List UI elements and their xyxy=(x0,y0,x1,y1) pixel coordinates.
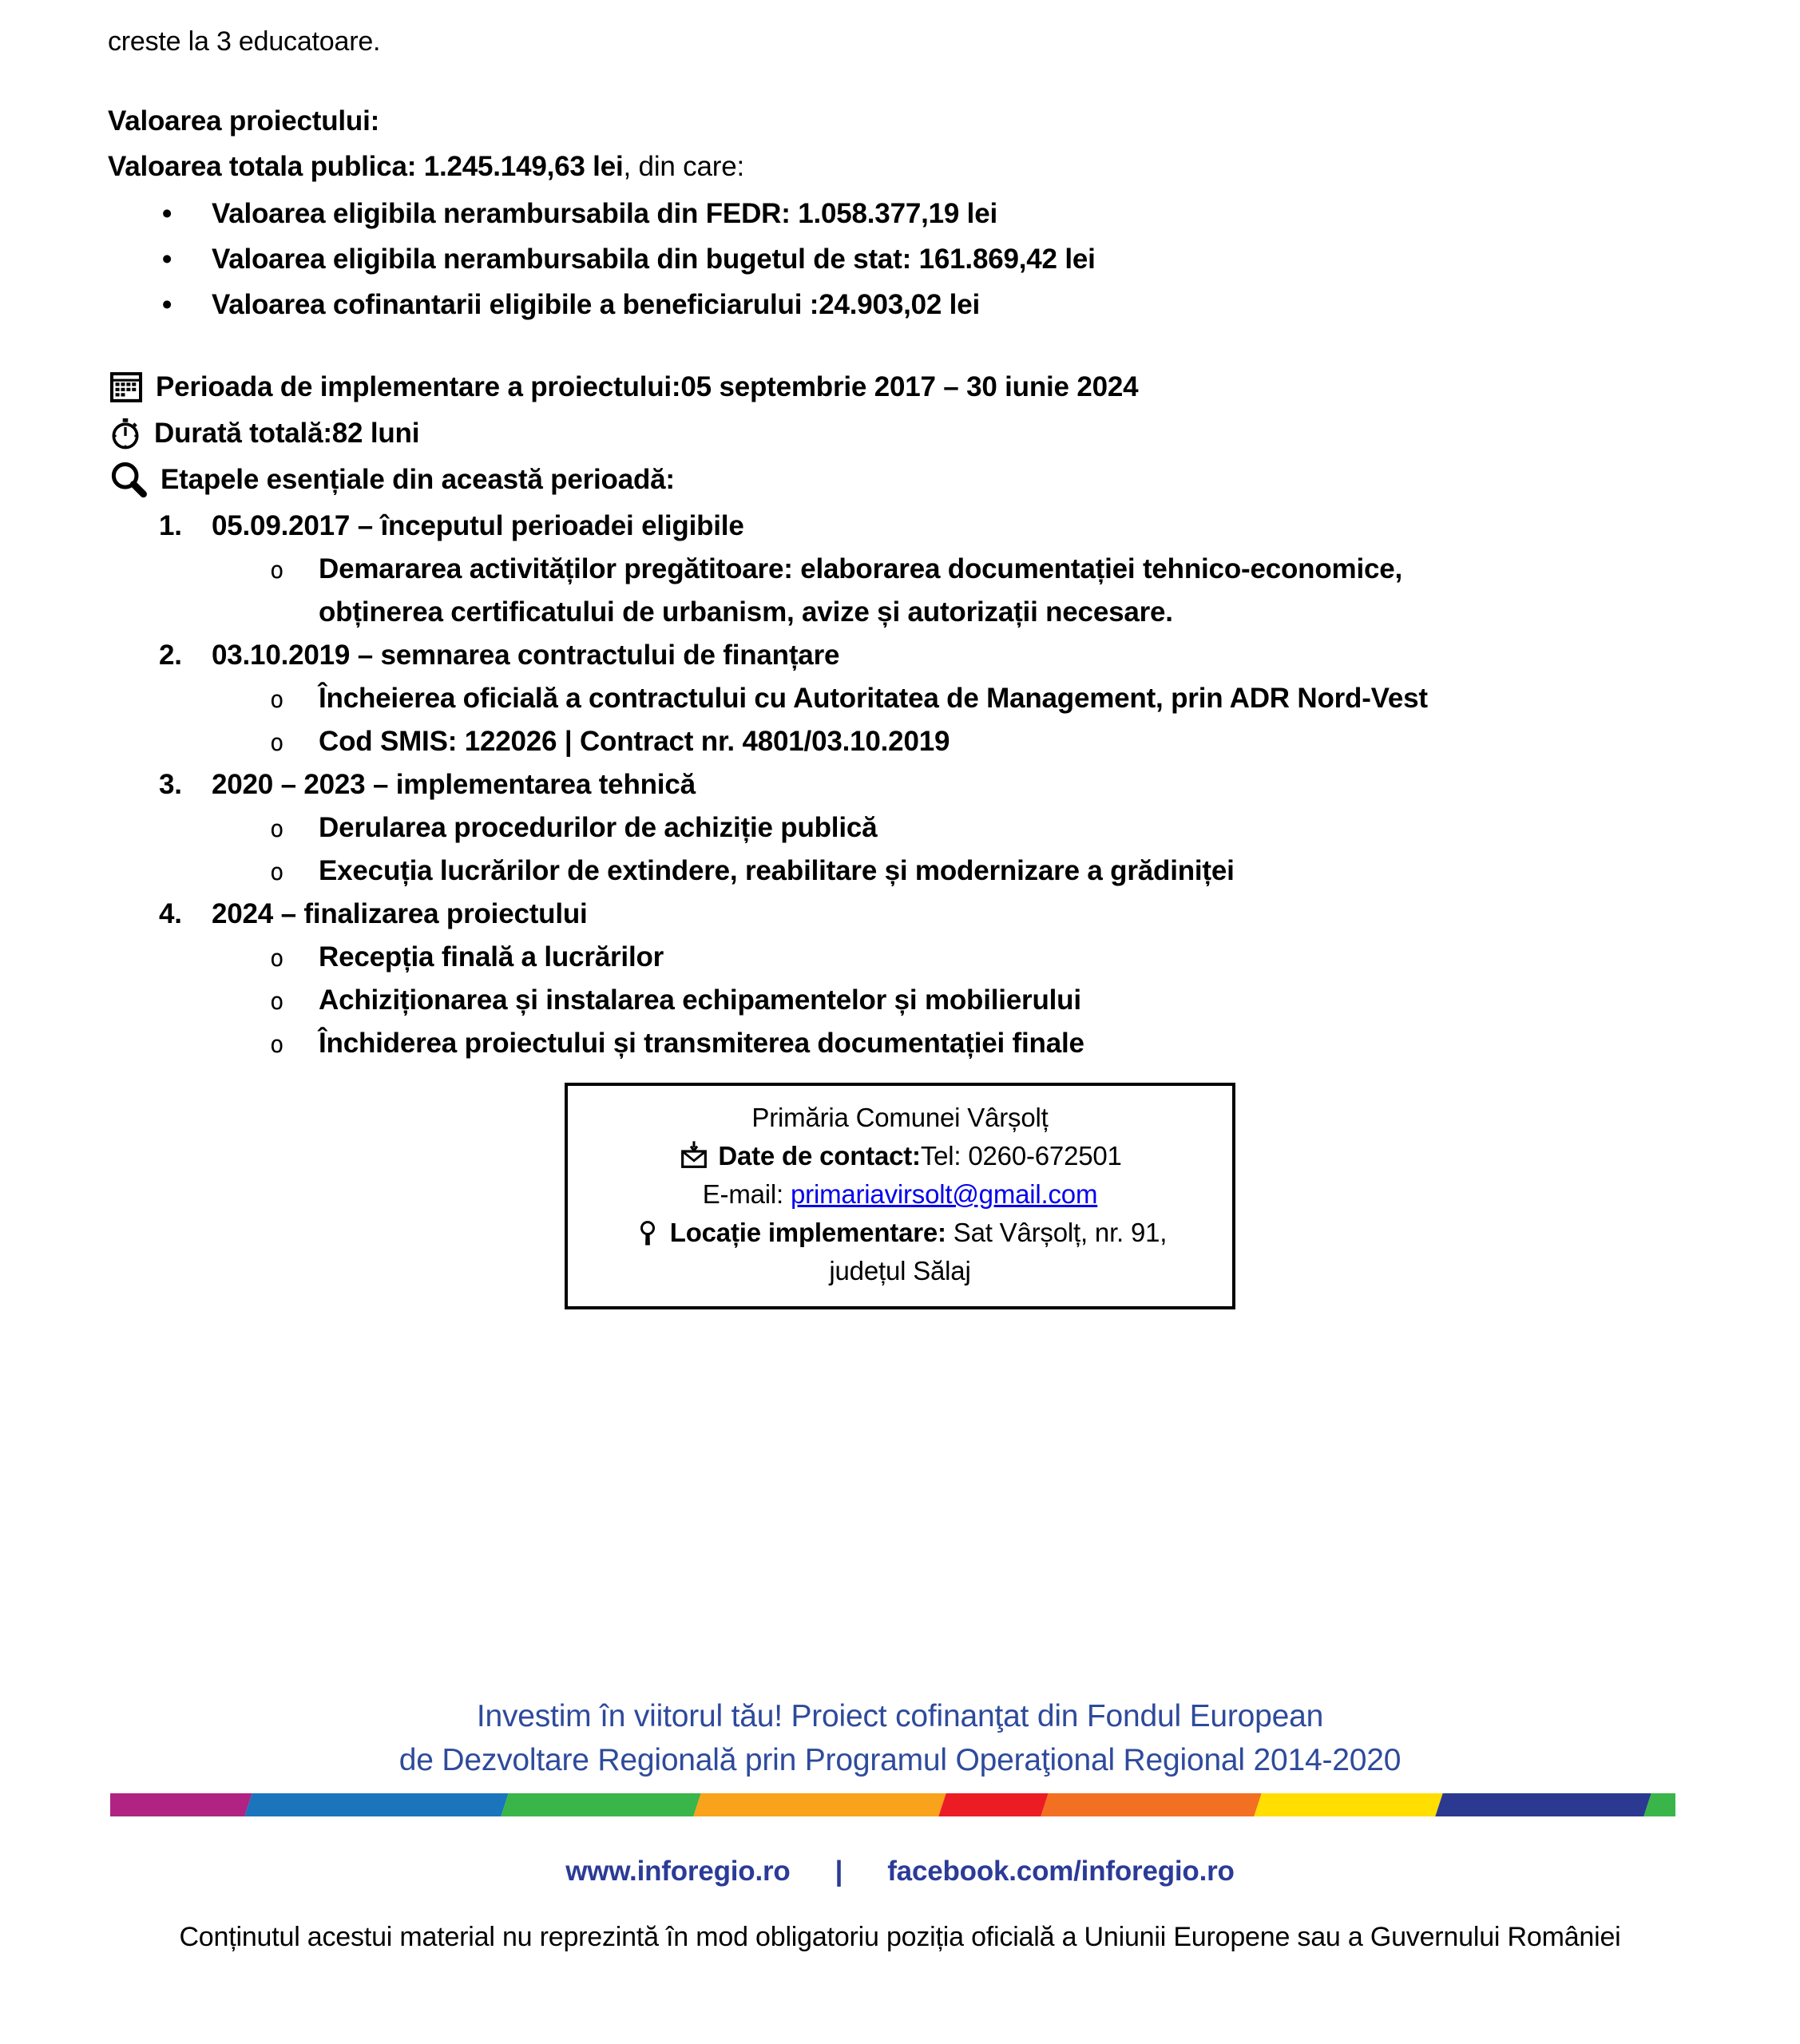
footer-links xyxy=(0,1854,1800,1889)
stripe-segment-navy xyxy=(1435,1793,1651,1816)
stripe-segment-green xyxy=(501,1793,700,1816)
stage-2 xyxy=(108,634,1692,763)
total-value-bold: Valoarea totala publica: 1.245.149,63 lei xyxy=(108,151,624,182)
location-label: Locație implementare: xyxy=(669,1218,954,1247)
contact-label: Date de contact: xyxy=(718,1141,921,1171)
document-content xyxy=(0,19,1800,1309)
implementation-period-line xyxy=(108,364,1692,410)
stage-3 xyxy=(108,763,1692,893)
stripe-segment-blue xyxy=(244,1793,508,1816)
color-stripe xyxy=(110,1793,1675,1816)
total-value-rest: , din care: xyxy=(623,151,744,182)
stage-4 xyxy=(108,893,1692,1065)
stage-title xyxy=(108,505,1692,548)
timeline-summary xyxy=(108,364,1692,503)
intro-text: creste la 3 educatoare. xyxy=(108,26,381,57)
stage-number: 1. xyxy=(159,510,182,541)
stage-sub-item: o Achiziționarea și instalarea echipamentelor și mobilierului xyxy=(108,979,1517,1022)
total-duration-line xyxy=(108,410,1692,457)
stage-sub-item: o Execuția lucrărilor de extindere, reabilitare și modernizare a grădiniței xyxy=(108,850,1517,893)
contact-org-name: Primăria Comunei Vârșolț xyxy=(751,1103,1049,1132)
stage-title-text: 2020 – 2023 – implementarea tehnică xyxy=(212,769,696,800)
stage-sub-item: o Derularea procedurilor de achiziție publică xyxy=(108,806,1517,850)
list-item: • Valoarea cofinantarii eligibile a beneficiarului :24.903,02 lei xyxy=(108,282,1692,327)
invest-slogan xyxy=(0,1694,1800,1782)
stage-title xyxy=(108,634,1692,677)
stage-number: 3. xyxy=(159,769,182,800)
stage-title xyxy=(108,893,1692,936)
location-pin-icon xyxy=(633,1219,662,1248)
email-label: E-mail: xyxy=(702,1179,791,1209)
stage-number: 4. xyxy=(159,898,182,929)
location-line xyxy=(576,1214,1224,1252)
invest-line-2: de Dezvoltare Regională prin Programul Operaţional Regional 2014-2020 xyxy=(398,1743,1402,1777)
stages-heading-line xyxy=(108,457,1692,503)
stripe-segment-red xyxy=(938,1793,1048,1816)
stripe-segment-amber xyxy=(693,1793,946,1816)
stages-heading-text: Etapele esențiale din această perioadă: xyxy=(161,464,675,495)
value-bullet-list xyxy=(108,191,1692,327)
total-value-line xyxy=(108,144,1692,189)
email-link[interactable]: primariavirsolt@gmail.com xyxy=(791,1179,1098,1209)
stage-title xyxy=(108,763,1692,806)
stage-title-text: 03.10.2019 – semnarea contractului de finanțare xyxy=(212,640,840,671)
inforegio-link[interactable]: www.inforegio.ro xyxy=(565,1856,791,1887)
stage-sub-item: o Cod SMIS: 122026 | Contract nr. 4801/03.10.2019 xyxy=(108,720,1517,763)
stage-title-text: 05.09.2017 – începutul perioadei eligibile xyxy=(212,510,744,541)
stage-sub-item: o Închiderea proiectului și transmiterea documentației finale xyxy=(108,1022,1517,1065)
implementation-period-text: Perioada de implementare a proiectului:05 septembrie 2017 – 30 iunie 2024 xyxy=(156,371,1139,402)
calendar-icon xyxy=(108,369,145,406)
stage-sub-item: o Recepția finală a lucrărilor xyxy=(108,936,1517,979)
stripe-segment-magenta xyxy=(110,1793,252,1816)
location-value: Sat Vârșolț, nr. 91, xyxy=(953,1218,1168,1247)
stage-title-text: 2024 – finalizarea proiectului xyxy=(212,898,588,929)
contact-phone-line xyxy=(576,1137,1224,1175)
stripe-segment-yellow xyxy=(1254,1793,1442,1816)
project-value-heading: Valoarea proiectului: xyxy=(108,105,380,137)
list-item: • Valoarea eligibila nerambursabila din bugetul de stat: 161.869,42 lei xyxy=(108,236,1692,282)
invest-line-1: Investim în viitorul tău! Proiect cofinanţat din Fondul European xyxy=(476,1699,1324,1733)
total-duration-text: Durată totală:82 luni xyxy=(154,418,420,449)
stage-sub-item: o Demararea activităților pregătitoare: elaborarea documentației tehnico-economice, obținerea certificatului de urbanism, avize și autorizații necesare. xyxy=(108,548,1517,634)
contact-email-line xyxy=(576,1175,1224,1214)
facebook-link[interactable]: facebook.com/inforegio.ro xyxy=(887,1856,1235,1887)
stages-list xyxy=(108,505,1692,1065)
contact-value: Tel: 0260-672501 xyxy=(920,1141,1122,1171)
stopwatch-icon xyxy=(108,416,143,451)
stage-number: 2. xyxy=(159,640,182,671)
stage-sub-item: o Încheierea oficială a contractului cu Autoritatea de Management, prin ADR Nord-Vest xyxy=(108,677,1517,720)
stage-1 xyxy=(108,505,1692,634)
links-separator: | xyxy=(835,1856,843,1887)
contact-box xyxy=(565,1083,1235,1309)
magnifier-icon xyxy=(108,459,149,501)
disclaimer-text: Conținutul acestui material nu reprezintă în mod obligatoriu poziția oficială a Uniunii Europene sau a Guvernului României xyxy=(179,1922,1621,1952)
stripe-segment-orange xyxy=(1041,1793,1261,1816)
location-line-2: județul Sălaj xyxy=(829,1256,971,1285)
list-item: • Valoarea eligibila nerambursabila din FEDR: 1.058.377,19 lei xyxy=(108,191,1692,236)
envelope-icon xyxy=(678,1139,710,1171)
